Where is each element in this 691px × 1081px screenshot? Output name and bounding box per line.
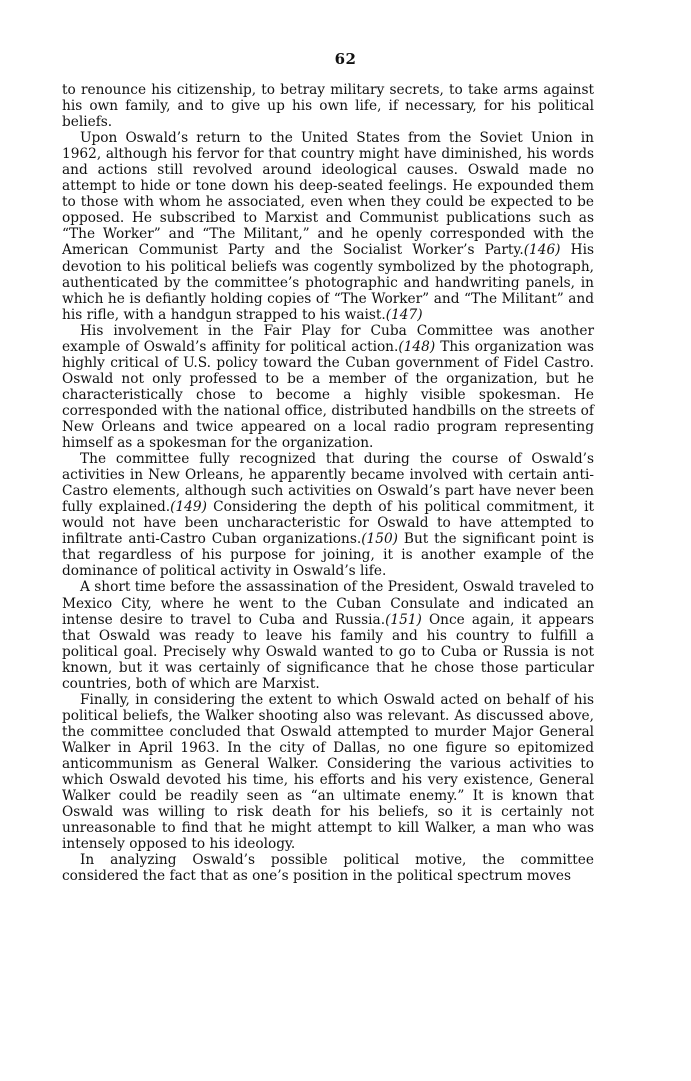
text-segment: This organization was highly critical of U.S. policy toward the Cuban government of Fidel Castro. Oswald not only professed to be a member of the organization, but he characteristically chose to become a highly visible spokesman. He corresponded with the national office, distributed handbills on the streets of New Orleans and twice appeared on a local radio program representing himself as a spokesman for the organization.: [62, 338, 594, 452]
paragraph: [62, 852, 594, 884]
citation-reference: (148): [398, 338, 436, 355]
text-segment: Upon Oswald’s return to the United States from the Soviet Union in 1962, although his fervor for that country might have diminished, his words and actions still revolved around ideological causes. Oswald made no attempt to hide or tone down his deep-seated feelings. He expounded them to those with whom he associated, even when they could be expected to be opposed. He subscribed to Marxist and Communist publications such as “The Worker” and “The Militant,” and he openly corresponded with the American Communist Party and the Socialist Worker’s Party.: [62, 130, 594, 259]
text-segment: In analyzing Oswald’s possible political motive, the committee considered the fact that as one’s position in the political spectrum moves: [62, 852, 594, 885]
paragraph: [62, 130, 594, 323]
citation-reference: (147): [385, 306, 423, 323]
citation-reference: (146): [523, 242, 561, 259]
text-segment: His involvement in the Fair Play for Cuba Committee was another example of Oswald’s affinity for political action.: [62, 322, 594, 355]
text-segment: The committee fully recognized that during the course of Oswald’s activities in New Orleans, he apparently became involved with certain anti-Castro elements, although such activities on Oswald’s part have never been fully explained.: [62, 451, 594, 516]
citation-reference: (149): [170, 499, 207, 516]
paragraph: [62, 323, 594, 451]
text-segment: But the significant point is that regardless of his purpose for joining, it is another example of the dominance of political activity in Oswald’s life.: [62, 531, 594, 580]
paragraph: [62, 579, 594, 691]
text-segment: His devotion to his political beliefs was cogently symbolized by the photograph, authenticated by the committee’s photographic and handwriting panels, in which he is defiantly holding copies of “The Worker” and “The Militant” and his rifle, with a handgun strapped to his waist.: [62, 242, 594, 323]
text-segment: to renounce his citizenship, to betray military secrets, to take arms against his own family, and to give up his own life, if necessary, for his political beliefs.: [62, 82, 594, 131]
citation-reference: (150): [361, 531, 399, 548]
citation-reference: (151): [385, 611, 422, 628]
text-segment: Finally, in considering the extent to which Oswald acted on behalf of his political beliefs, the Walker shooting also was relevant. As discussed above, the committee concluded that Oswald attempted to murder Major General Walker in April 1963. In the city of Dallas, no one figure so epitomized anticommunism as General Walker. Considering the various activities to which Oswald devoted his time, his efforts and his very existence, General Walker could be readily seen as “an ultimate enemy.” It is known that Oswald was willing to risk death for his beliefs, so it is certainly not unreasonable to find that he might attempt to kill Walker, a man who was intensely opposed to his ideology.: [62, 691, 594, 853]
page-number: 62: [334, 50, 357, 68]
paragraph: [62, 82, 594, 130]
paragraph: [62, 451, 594, 579]
text-segment: Once again, it appears that Oswald was ready to leave his family and his country to fulfill a political goal. Precisely why Oswald wanted to go to Cuba or Russia is not known, but it was certainly of significance that he chose those particular countries, both of which are Marxist.: [62, 611, 594, 692]
text-segment: A short time before the assassination of the President, Oswald traveled to Mexico City, where he went to the Cuban Consulate and indicated an intense desire to travel to Cuba and Russia.: [62, 579, 594, 628]
text-segment: Considering the depth of his political commitment, it would not have been uncharacteristic for Oswald to have attempted to infiltrate anti-Castro Cuban organizations.: [62, 499, 594, 548]
paragraph: [62, 692, 594, 852]
body-text: [62, 82, 594, 884]
